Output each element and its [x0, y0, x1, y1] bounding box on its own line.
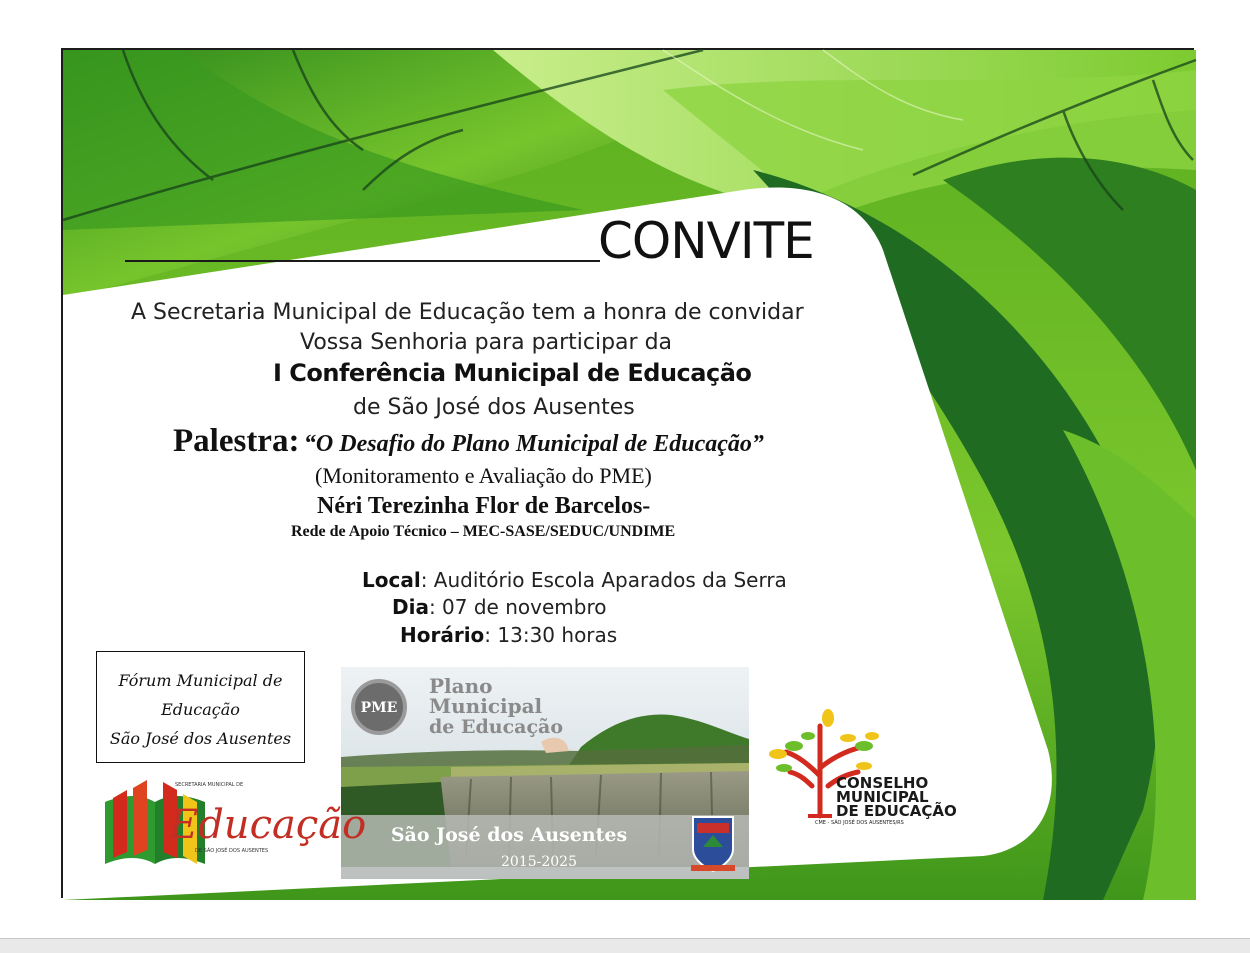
pme-title-line-1: Plano — [429, 674, 493, 698]
educacao-word: Educação — [169, 802, 367, 848]
speaker-organization: Rede de Apoio Técnico – MEC-SASE/SEDUC/UNDIME — [291, 523, 676, 540]
cme-line-4: CME - SÃO JOSÉ DOS AUSENTES/RS — [815, 820, 904, 826]
horario-label: Horário — [400, 623, 485, 647]
forum-line-2: Educação — [161, 700, 240, 719]
forum-line-3: São José dos Ausentes — [109, 729, 292, 748]
palestra-subtitle: (Monitoramento e Avaliação do PME) — [315, 463, 652, 488]
dia-value: : 07 de novembro — [428, 595, 607, 619]
conference-location: de São José dos Ausentes — [353, 395, 635, 420]
title-underline — [125, 260, 600, 262]
cme-logo — [768, 706, 998, 826]
cme-line-1: CONSELHO — [836, 774, 929, 792]
intro-line-2: Vossa Senhoria para participar da — [300, 330, 673, 355]
pme-years: 2015-2025 — [501, 854, 577, 870]
secretaria-educacao-logo — [99, 772, 367, 872]
conference-title: I Conferência Municipal de Educação — [273, 359, 752, 387]
pme-banner-image — [341, 667, 749, 879]
palestra-title: “O Desafio do Plano Municipal de Educação” — [303, 431, 764, 457]
forum-box — [96, 651, 305, 763]
event-date — [392, 595, 606, 619]
palestra-heading — [173, 423, 764, 460]
invitation-card — [61, 48, 1194, 898]
pme-title-line-2: Municipal — [429, 694, 543, 718]
palestra-label: Palestra: — [173, 423, 300, 459]
event-local — [362, 568, 787, 592]
cme-line-2: MUNICIPAL — [836, 788, 929, 806]
page-bottom-bar — [0, 938, 1250, 953]
dia-label: Dia — [392, 595, 429, 619]
horario-value: : 13:30 horas — [484, 623, 618, 647]
event-time — [400, 623, 617, 647]
pme-city: São José dos Ausentes — [390, 824, 628, 846]
local-label: Local — [362, 568, 421, 592]
invitation-title: CONVITE — [598, 212, 814, 270]
speaker-name: Néri Terezinha Flor de Barcelos- — [317, 493, 651, 519]
cme-line-3: DE EDUCAÇÃO — [836, 802, 957, 820]
pme-badge-text: PME — [360, 700, 398, 716]
educacao-small-bottom: DE SÃO JOSÉ DOS AUSENTES — [195, 848, 269, 854]
local-value: : Auditório Escola Aparados da Serra — [420, 568, 787, 592]
forum-line-1: Fórum Municipal de — [118, 671, 283, 690]
pme-title-line-3: de Educação — [429, 716, 564, 738]
intro-line-1: A Secretaria Municipal de Educação tem a honra de convidar — [131, 300, 804, 325]
educacao-small-top: SECRETARIA MUNICIPAL DE — [175, 782, 244, 788]
